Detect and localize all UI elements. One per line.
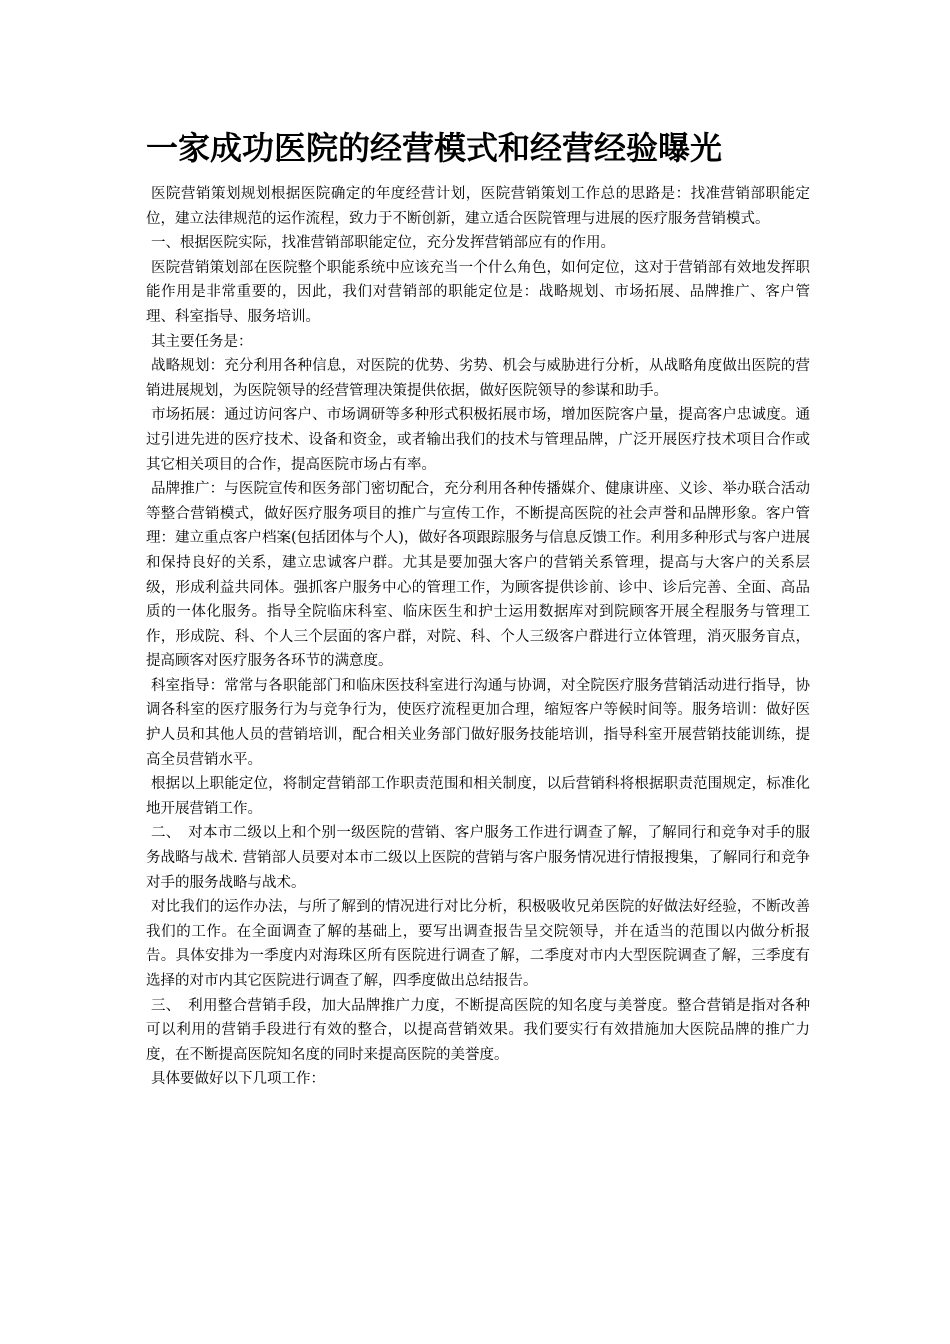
paragraph-department-guidance: 科室指导：常常与各职能部门和临床医技科室进行沟通与协调，对全院医疗服务营销活动进行指导，协调各科室的医疗服务行为与竞争行为，使医疗流程更加合理，缩短客户等候时间等。服务培训：做好医护人员和其他人员的营销培训，配合相关业务部门做好服务技能培训，指导科室开展营销技能训练，提高全员营销水平。 (146, 677, 810, 768)
paragraph-main-tasks: 其主要任务是： (151, 333, 253, 350)
document-body (146, 122, 810, 1092)
paragraph-section-1-heading: 一、根据医院实际，找准营销部职能定位，充分发挥营销部应有的作用。 (151, 235, 615, 252)
paragraph-positioning: 医院营销策划部在医院整个职能系统中应该充当一个什么角色，如何定位，这对于营销部有效地发挥职能作用是非常重要的，因此，我们对营销部的职能定位是：战略规划、市场拓展、品牌推广、客户管理、科室指导、服务培训。 (146, 259, 810, 325)
paragraph-responsibilities: 根据以上职能定位，将制定营销部工作职责范围和相关制度，以后营销科将根据职责范围规定，标准化地开展营销工作。 (146, 776, 810, 817)
paragraph-section-2: 二、 对本市二级以上和个别一级医院的营销、客户服务工作进行调查了解，了解同行和竞争对手的服务战略与战术. 营销部人员要对本市二级以上医院的营销与客户服务情况进行情报搜集，了解同行和竞争对手的服务战略与战术。 (146, 825, 810, 891)
paragraph-comparison: 对比我们的运作办法，与所了解到的情况进行对比分析，积极吸收兄弟医院的好做法好经验，不断改善我们的工作。在全面调查了解的基础上，要写出调查报告呈交院领导，并在适当的范围以内做分析报告。具体安排为一季度内对海珠区所有医院进行调查了解，二季度对市内大型医院调查了解，三季度有选择的对市内其它医院进行调查了解，四季度做出总结报告。 (146, 899, 810, 989)
paragraph-brand-promotion: 品牌推广：与医院宣传和医务部门密切配合，充分利用各种传播媒介、健康讲座、义诊、举办联合活动等整合营销模式，做好医疗服务项目的推广与宣传工作，不断提高医院的社会声誉和品牌形象。客户管理：建立重点客户档案(包括团体与个人)，做好各项跟踪服务与信息反馈工作。利用多种形式与客户进展和保持良好的关系，建立忠诚客户群。尤其是要加强大客户的营销关系管理，提高与大客户的关系层级，形成利益共同体。强抓客户服务中心的管理工作，为顾客提供诊前、诊中、诊后完善、全面、高品质的一体化服务。指导全院临床科室、临床医生和护士运用数据库对到院顾客开展全程服务与管理工作，形成院、科、个人三个层面的客户群，对院、科、个人三级客户群进行立体管理，消灭服务盲点，提高顾客对医疗服务各环节的满意度。 (146, 481, 810, 670)
paragraph-section-3: 三、 利用整合营销手段，加大品牌推广力度，不断提高医院的知名度与美誉度。整合营销是指对各种可以利用的营销手段进行有效的整合，以提高营销效果。我们要实行有效措施加大医院品牌的推广力度，在不断提高医院知名度的同时来提高医院的美誉度。 (146, 997, 810, 1063)
paragraph-tasks-lead: 具体要做好以下几项工作： (151, 1071, 325, 1088)
document-title: 一家成功医院的经营模式和经营经验曝光 (146, 129, 723, 167)
paragraph-strategy-planning: 战略规划：充分利用各种信息，对医院的优势、劣势、机会与威胁进行分析，从战略角度做出医院的营销进展规划，为医院领导的经营管理决策提供依据，做好医院领导的参谋和助手。 (146, 358, 810, 399)
paragraph-intro: 医院营销策划规划根据医院确定的年度经营计划，医院营销策划工作总的思路是：找准营销部职能定位，建立法律规范的运作流程，致力于不断创新，建立适合医院管理与进展的医疗服务营销模式。 (146, 186, 810, 227)
paragraph-market-expansion: 市场拓展：通过访问客户、市场调研等多种形式积极拓展市场，增加医院客户量，提高客户忠诚度。通过引进先进的医疗技术、设备和资金，或者输出我们的技术与管理品牌，广泛开展医疗技术项目合作或其它相关项目的合作，提高医院市场占有率。 (146, 407, 810, 473)
